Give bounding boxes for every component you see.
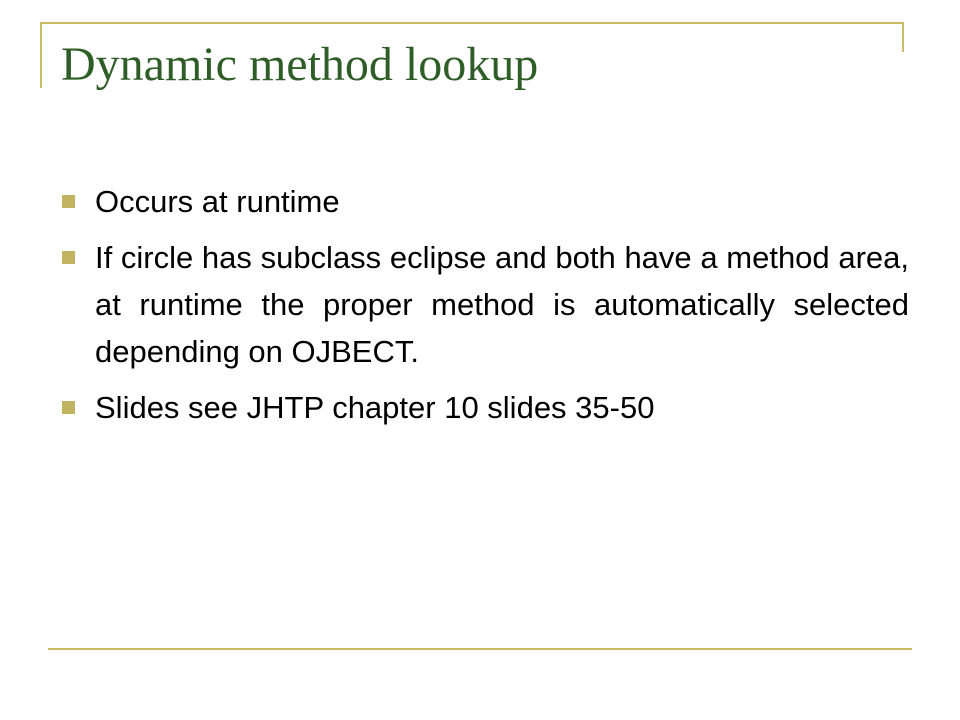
square-bullet-icon	[62, 251, 75, 264]
bottom-divider-line	[48, 648, 912, 650]
bullet-item	[62, 178, 912, 225]
slide-title: Dynamic method lookup	[61, 38, 539, 91]
bullet-list	[62, 178, 912, 440]
top-divider-line	[40, 22, 904, 24]
bullet-item	[62, 234, 912, 375]
left-accent-line	[40, 22, 42, 88]
square-bullet-icon	[62, 195, 75, 208]
bullet-text: If circle has subclass eclipse and both have a method area, at runtime the proper method is automatically selected depending on OJBECT.	[95, 240, 909, 369]
bullet-text: Occurs at runtime	[95, 184, 340, 219]
square-bullet-icon	[62, 401, 75, 414]
bullet-text: Slides see JHTP chapter 10 slides 35-50	[95, 390, 655, 425]
bullet-item	[62, 384, 912, 431]
right-accent-line	[902, 22, 904, 52]
